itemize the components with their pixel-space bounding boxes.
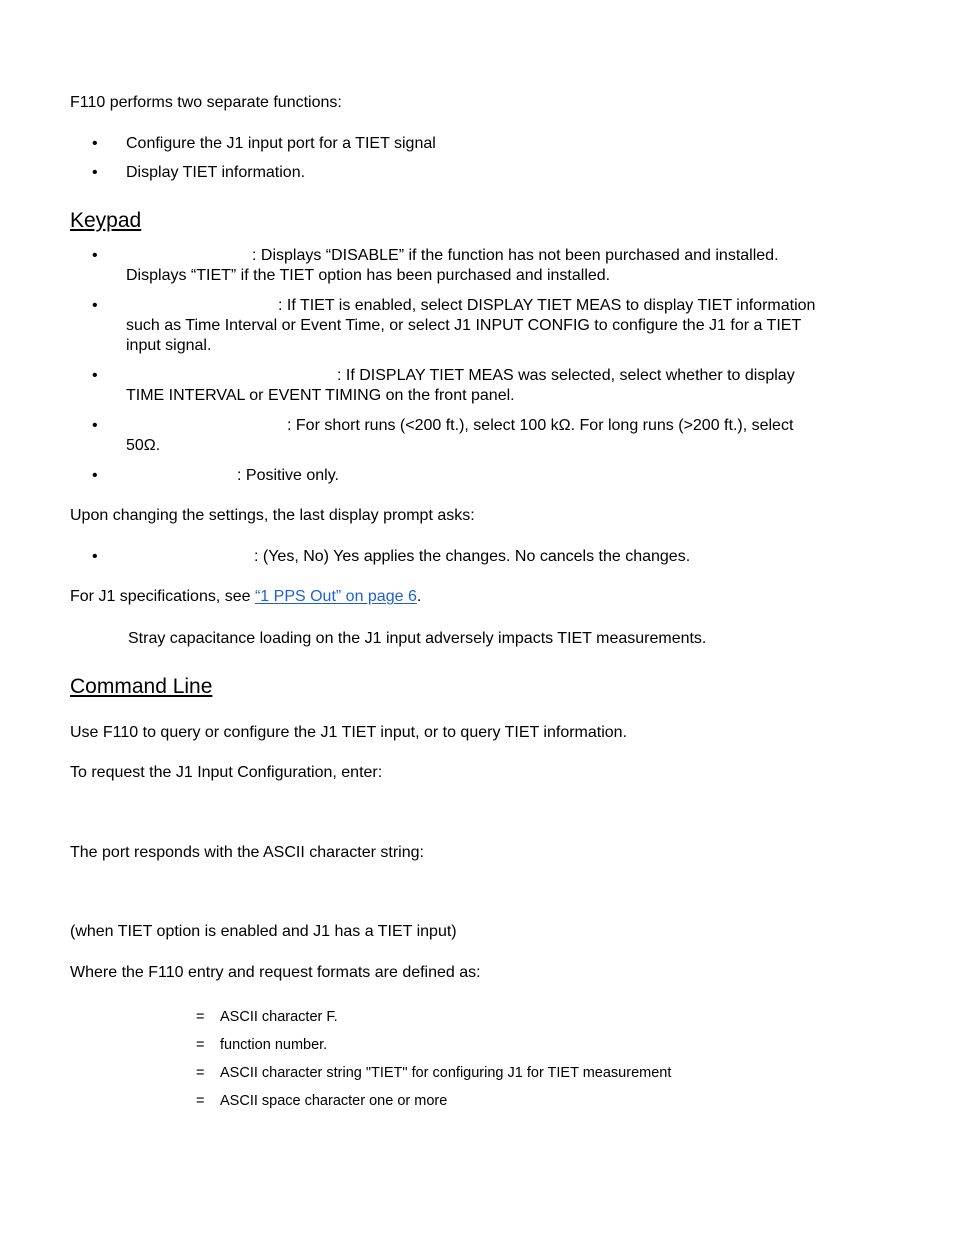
keypad-bullet-2-line-1: : If TIET is enabled, select DISPLAY TIET MEAS to display TIET information: [278, 297, 816, 314]
bullet-glyph: •: [92, 548, 98, 565]
keypad-bullet-5-line-1: : Positive only.: [237, 467, 339, 484]
definition-equals: =: [196, 1037, 205, 1053]
definition-text: function number.: [220, 1037, 328, 1053]
condition-text: (when TIET option is enabled and J1 has a TIET input): [70, 923, 457, 940]
keypad-bullet-3-line-2: TIME INTERVAL or EVENT TIMING on the front panel.: [126, 387, 515, 404]
bullet-glyph: •: [92, 417, 98, 434]
keypad-bullet-2-line-3: input signal.: [126, 337, 212, 354]
definition-equals: =: [196, 1009, 205, 1025]
keypad-bullet-2-line-2: such as Time Interval or Event Time, or select J1 INPUT CONFIG to configure the J1 for a TIET: [126, 317, 802, 334]
use-text: Use F110 to query or configure the J1 TIET input, or to query TIET information.: [70, 724, 628, 741]
keypad-bullet-3-line-1: : If DISPLAY TIET MEAS was selected, select whether to display: [337, 367, 795, 384]
bullet-glyph: •: [92, 135, 98, 152]
definition-equals: =: [196, 1065, 205, 1081]
bullet-glyph: •: [92, 247, 98, 264]
spec-reference: [70, 587, 421, 607]
keypad-bullet-1-line-1: : Displays “DISABLE” if the function has not been purchased and installed.: [252, 247, 779, 264]
bullet-glyph: •: [92, 164, 98, 181]
settings-text: Upon changing the settings, the last display prompt asks:: [70, 507, 475, 524]
spec-link[interactable]: “1 PPS Out” on page 6: [254, 588, 417, 605]
command-line-heading: Command Line: [70, 675, 213, 698]
intro-bullet-2: Display TIET information.: [126, 164, 306, 181]
spec-prefix: For J1 specifications, see: [70, 588, 255, 605]
keypad-bullet-1-line-2: Displays “TIET” if the TIET option has been purchased and installed.: [126, 267, 611, 284]
keypad-bullet-4-line-1: : For short runs (<200 ft.), select 100 kΩ. For long runs (>200 ft.), select: [287, 417, 794, 434]
note-text: Stray capacitance loading on the J1 input adversely impacts TIET measurements.: [128, 630, 707, 647]
intro-bullet-1: Configure the J1 input port for a TIET signal: [126, 135, 436, 152]
bullet-glyph: •: [92, 467, 98, 484]
keypad-bullet-4-line-2: 50Ω.: [126, 437, 161, 454]
definition-text: ASCII character F.: [220, 1009, 338, 1025]
spec-suffix: .: [416, 588, 422, 605]
intro-text: F110 performs two separate functions:: [70, 94, 342, 111]
bullet-glyph: •: [92, 297, 98, 314]
request-text: To request the J1 Input Configuration, enter:: [70, 764, 383, 781]
definition-equals: =: [196, 1093, 205, 1109]
definition-text: ASCII space character one or more: [220, 1093, 448, 1109]
keypad-heading: Keypad: [70, 209, 142, 232]
response-text: The port responds with the ASCII character string:: [70, 844, 424, 861]
formats-text: Where the F110 entry and request formats are defined as:: [70, 964, 481, 981]
bullet-glyph: •: [92, 367, 98, 384]
definition-text: ASCII character string "TIET" for configuring J1 for TIET measurement: [220, 1065, 672, 1081]
apply-bullet: : (Yes, No) Yes applies the changes. No cancels the changes.: [254, 548, 691, 565]
